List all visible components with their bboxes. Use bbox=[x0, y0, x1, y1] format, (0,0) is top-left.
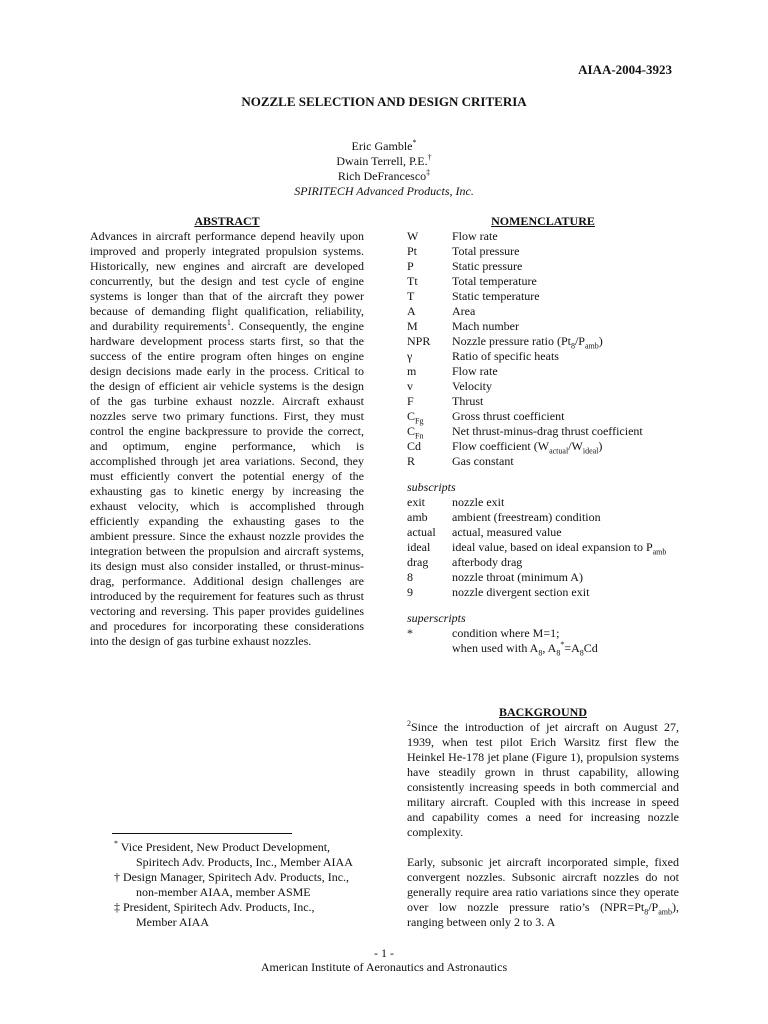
subscript-row: 8 nozzle throat (minimum A) bbox=[407, 570, 583, 584]
page-footer bbox=[0, 946, 768, 974]
author-3: Rich DeFrancesco‡ bbox=[337, 168, 431, 183]
nomenclature-row: v Velocity bbox=[407, 379, 492, 393]
footer-organization: American Institute of Aeronautics and Astronautics bbox=[260, 960, 508, 974]
nomenclature-section bbox=[407, 214, 679, 656]
abstract-heading: ABSTRACT bbox=[194, 214, 260, 228]
nomenclature-row: Cd Flow coefficient $(W_{actual}/W_{ideal})$ bbox=[407, 439, 603, 456]
subscript-row: drag afterbody drag bbox=[407, 555, 523, 569]
nomenclature-row: Pt Total pressure bbox=[407, 244, 520, 258]
nomenclature-row: P Static pressure bbox=[407, 259, 523, 273]
superscript-row: when used with $A_8$, $A_8^*=A_8Cd$ bbox=[452, 640, 598, 658]
nomenclature-row: Tt Total temperature bbox=[407, 274, 537, 288]
nomenclature-row: F Thrust bbox=[407, 394, 484, 408]
nomenclature-row: R Gas constant bbox=[407, 454, 514, 468]
footnote-item: ‡ President, Spiritech Adv. Products, Inc., Member AIAA bbox=[114, 900, 315, 929]
background-section bbox=[407, 705, 679, 930]
nomenclature-row: γ Ratio of specific heats bbox=[407, 349, 559, 363]
abstract-section bbox=[90, 214, 364, 649]
nomenclature-row: m Flow rate bbox=[407, 364, 498, 378]
footnotes bbox=[112, 833, 374, 930]
subscript-row: 9 nozzle divergent section exit bbox=[407, 585, 590, 599]
paper-id: AIAA-2004-3923 bbox=[578, 62, 672, 77]
superscripts-table bbox=[407, 626, 598, 656]
subscript-row: actual actual, measured value bbox=[407, 525, 562, 539]
footnote-item: * Vice President, New Product Development, Spiritech Adv. Products, Inc., Member AIAA bbox=[114, 839, 353, 869]
page-number: - 1 - bbox=[374, 946, 394, 960]
nomenclature-heading: NOMENCLATURE bbox=[491, 214, 595, 228]
author-block bbox=[0, 139, 768, 199]
nomenclature-row: $C_{Fn}$ Net thrust-minus-drag thrust coefficient bbox=[407, 424, 643, 441]
nomenclature-row: M Mach number bbox=[407, 319, 519, 333]
footnote-rule bbox=[112, 833, 292, 834]
background-heading: BACKGROUND bbox=[498, 705, 587, 719]
background-paragraph-1: $^2$Since the introduction of jet aircraft on August 27, 1939, when test pilot Erich Warsitz first flew the Heinkel He-178 jet plane (Figure 1), propulsion systems have steadily grown in thrust capability, allowing consistently increasing speeds in both commercial and military aircraft. Coupled with this increase in speed and capability comes a need for increasing nozzle complexity. bbox=[407, 719, 679, 839]
nomenclature-row: $C_{Fg}$ Gross thrust coefficient bbox=[407, 409, 565, 426]
subscripts-table bbox=[407, 495, 666, 600]
nomenclature-table bbox=[407, 229, 643, 469]
footnote-item: † Design Manager, Spiritech Adv. Products, Inc., non-member AIAA, member ASME bbox=[114, 870, 350, 899]
subscript-row: exit nozzle exit bbox=[407, 495, 505, 509]
abstract-text: Advances in aircraft performance depend heavily upon improved and properly integrated propulsion systems. Historically, new engines and aircraft are developed concurrently, but the design and test cycle of engine systems is longer than that of the aircraft they power because of demanding flight qualification, reliability, and durability requirements$^1$. Consequently, the engine hardware development process starts first, so that the success of the entire program often hinges on engine design decisions made early in the process. Critical to the design of efficient air vehicle systems is the design of the gas turbine exhaust nozzle. Aircraft exhaust nozzles serve two primary functions. First, they must control the engine backpressure to provide the correct, and optimum, engine performance, which is accomplished through jet area variations. Second, they must efficiently convert the potential energy of the exhausting gas to kinetic energy by increasing the exhaust velocity, which is accomplished through efficiently expanding the exhausting gases to the ambient pressure. Since the exhaust nozzle provides the integration between the propulsion and aircraft systems, its design must also consider installed, or thrust-minus-drag, performance. Additional design challenges are introduced by the requirement for features such as thrust vectoring and reversing. This paper provides guidelines and procedures for incorporating these considerations into the design of gas turbine exhaust nozzles. bbox=[90, 229, 364, 648]
background-paragraph-2: Early, subsonic jet aircraft incorporated simple, fixed convergent nozzles. Subsonic aircraft nozzles do not generally require area ratio variations since they operate over low nozzle pressure ratio’s $(NPR=Pt_8/P_{amb})$, ranging between only 2 to 3. A bbox=[407, 855, 679, 929]
affiliation: SPIRITECH Advanced Products, Inc. bbox=[294, 184, 474, 198]
paper-title: NOZZLE SELECTION AND DESIGN CRITERIA bbox=[241, 94, 527, 109]
nomenclature-row: T Static temperature bbox=[407, 289, 540, 303]
nomenclature-row: NPR Nozzle pressure ratio $(Pt_8/P_{amb})$ bbox=[407, 334, 603, 351]
author-1: Eric Gamble* bbox=[351, 138, 417, 153]
nomenclature-row: W Flow rate bbox=[407, 229, 498, 243]
nomenclature-row: A Area bbox=[407, 304, 476, 318]
author-2: Dwain Terrell, P.E.† bbox=[336, 153, 432, 168]
superscripts-heading: superscripts bbox=[407, 611, 466, 625]
superscript-row: * condition where M=1; bbox=[407, 626, 560, 640]
subscripts-heading: subscripts bbox=[407, 480, 456, 494]
subscript-row: amb ambient (freestream) condition bbox=[407, 510, 601, 524]
subscript-row: ideal ideal value, based on ideal expansion to $P_{amb}$ bbox=[407, 540, 667, 557]
